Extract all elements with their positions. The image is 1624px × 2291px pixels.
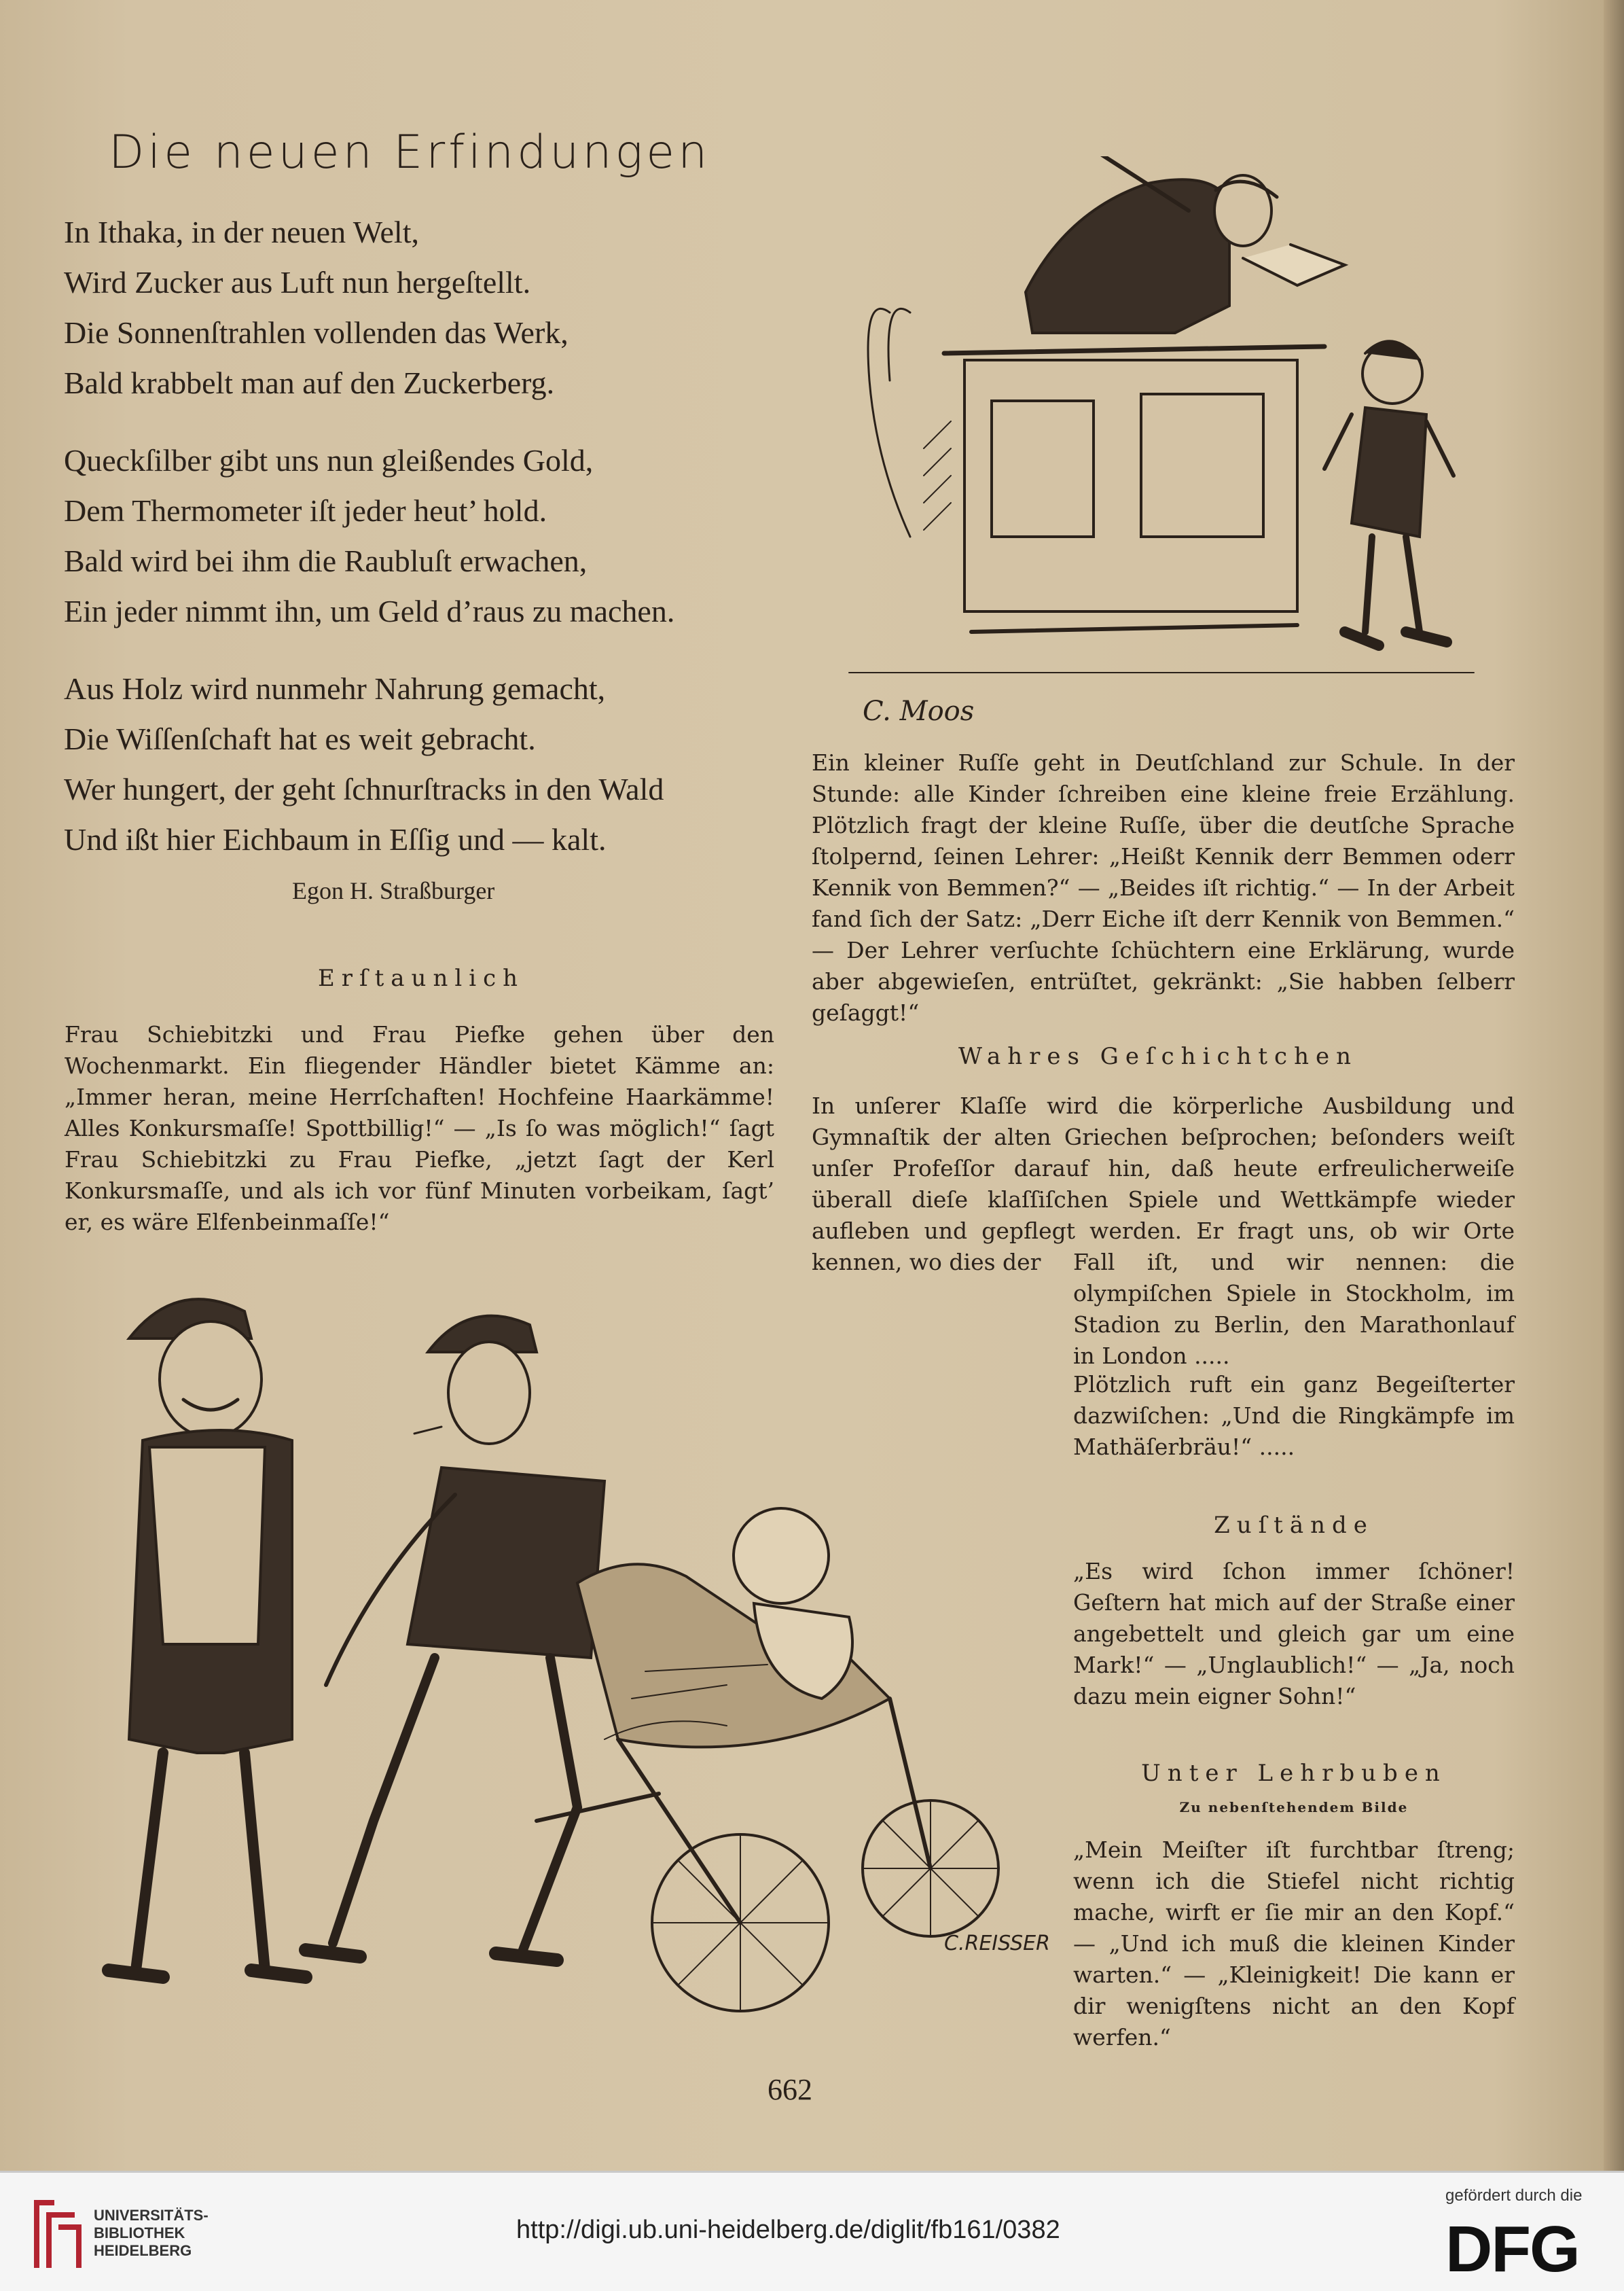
poem-line: Die Sonnenſtrahlen vollenden das Werk, (64, 315, 569, 350)
subheading-lehrbuben: Zu nebenſtehendem Bilde (1179, 1799, 1409, 1815)
funding-label: gefördert durch die (1445, 2186, 1583, 2205)
poem-line: Ein jeder nimmt ihn, um Geld d’raus zu machen. (64, 594, 675, 628)
poem-stanza (64, 664, 797, 865)
apprentices-with-pram-illustration (88, 1264, 1060, 2018)
library-name-line: BIBLIOTHEK (94, 2224, 185, 2241)
permalink-url[interactable]: http://digi.ub.uni-heidelberg.de/diglit/fb161/0382 (516, 2216, 1060, 2244)
poem-line: Bald wird bei ihm die Raubluſt erwachen, (64, 544, 588, 578)
text-zustaende: „Es wird ſchon immer ſchöner! Geſtern hat mich auf der Straße einer angebettelt und gleich gar um eine Mark!“ — „Unglaublich!“ — „Ja, noch dazu mein eigner Sohn!“ (1073, 1558, 1515, 1709)
illustrator-signature-bottom: C.REISSER (944, 1932, 1050, 1955)
poem-line: Dem Thermometer iſt jeder heut’ hold. (64, 493, 547, 528)
section-heading-zustaende: Zuſtände (1214, 1512, 1374, 1539)
text-wahres-narrow: Fall iſt, und wir nennen: die olympiſchen Spiele in Stockholm, im Stadion zu Berlin, den Marathonlauf in London ..... (1073, 1249, 1515, 1369)
page-number: 662 (768, 2073, 812, 2106)
poem-line: Wer hungert, der geht ſchnurſtracks in den Wald (64, 772, 664, 806)
university-library-logo-icon (27, 2193, 88, 2275)
poem-line: Die Wiſſenſchaft hat es weit gebracht. (64, 722, 536, 756)
text-lehrbuben: „Mein Meiſter iſt furchtbar ſtreng; wenn ich die Stiefel nicht richtig mache, wirft er ſie mir an den Kopf.“ — „Und ich muß die kleinen Kinder warten.“ — „Kleinigkeit! Die kann er dir wenigſtens nicht an den Kopf werfen.“ (1073, 1836, 1515, 2050)
text-erstaunlich: Frau Schiebitzki und Frau Piefke gehen über den Wochenmarkt. Ein fliegender Händler bietet Kämme an: „Immer heran, meine Herrſchaften! Hochfeine Haarkämme! Alles Konkursmaſſe! Spottbillig!“ — „Is ſo was möglich!“ ſagt Frau Schiebitzki zu Frau Piefke, „jetzt ſagt der Kerl Konkursmaſſe, und als ich vor fünf Minuten vorbeikam, ſagt’ er, es wäre Elfenbeinmaſſe!“ (65, 1021, 774, 1235)
dfg-logo: DFG (1445, 2213, 1579, 2286)
caption-russian-boy: Ein kleiner Ruſſe geht in Deutſchland zur Schule. In der Stunde: alle Kinder ſchreiben eine kleine freie Erzählung. Plötzlich fragt der kleine Ruſſe, über die deutſche Sprache ſtolpernd, ſeinen Lehrer: „Heißt Kennik derr Bemmen oderr Kennik von Bemmen?“ — „Beides iſt richtig.“ — In der Arbeit fand ſich der Satz: „Derr Eiche iſt derr Kennik von Bemmen.“ — Der Lehrer verſuchte ſchüchtern eine Erklärung, wurde aber abgewieſen, entrüſtet, gekränkt: „Sie habben ſelberr geſaggt!“ (812, 749, 1515, 1026)
poem-line: Queckſilber gibt uns nun gleißendes Gold, (64, 443, 594, 478)
poem-line: In Ithaka, in der neuen Welt, (64, 215, 419, 249)
section-heading-erstaunlich: Erſtaunlich (317, 965, 525, 992)
library-name-line: UNIVERSITÄTS- (94, 2207, 209, 2224)
poem-line: Aus Holz wird nunmehr Nahrung gemacht, (64, 671, 606, 706)
section-heading-lehrbuben: Unter Lehrbuben (1141, 1760, 1447, 1787)
text-wahres-full: In unſerer Klaſſe wird die körperliche Ausbildung und Gymnaſtik der alten Griechen beſprochen; beſonders weiſt unſer Profeſſor darauf hin, daß heute erfreulicherweiſe überall dieſe klaſſiſchen Spiele und Wettkämpfe wieder aufleben und gepflegt werden. Er fragt uns, ob wir Orte kennen, wo dies der (812, 1093, 1515, 1275)
poem-author: Egon H. Straßburger (292, 877, 495, 904)
poem-title: Die neuen Erfindungen (109, 126, 711, 179)
university-library-name (94, 2207, 209, 2260)
text-wahres-narrow-2: Plötzlich ruft ein ganz Begeiſterter dazwiſchen: „Und die Ringkämpfe im Mathäſerbräu!“ ..... (1073, 1371, 1515, 1460)
footer-bar (0, 2171, 1624, 2291)
page-spine-shadow (1604, 0, 1624, 2171)
library-name-line: HEIDELBERG (94, 2242, 192, 2259)
poem-body (64, 207, 797, 892)
illustrator-signature-top: C. Moos (863, 696, 975, 727)
poem-line: Wird Zucker aus Luft nun hergeſtellt. (64, 265, 531, 300)
teacher-and-boy-illustration (808, 156, 1501, 727)
poem-stanza (64, 207, 797, 408)
poem-line: Bald krabbelt man auf den Zuckerberg. (64, 366, 555, 400)
poem-stanza (64, 436, 797, 637)
section-heading-wahres: Wahres Geſchichtchen (958, 1043, 1358, 1070)
poem-line: Und ißt hier Eichbaum in Eſſig und — kalt. (64, 822, 607, 857)
